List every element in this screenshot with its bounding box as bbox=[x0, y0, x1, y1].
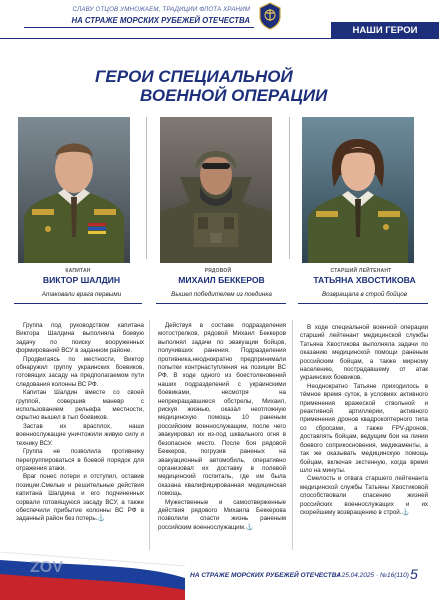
photo-divider bbox=[146, 117, 147, 259]
naval-emblem-icon bbox=[258, 2, 282, 30]
article-paragraph: Продвигаясь по местности, Виктор обнаружил группу украинских боевиков, готовящих засаду на предполагаемом пути следования колонны ВС РФ. bbox=[16, 355, 144, 388]
hero-feat: Возвращала в строй бойцов bbox=[321, 291, 408, 298]
section-tab: НАШИ ГЕРОИ bbox=[331, 22, 439, 39]
column-separator bbox=[292, 320, 293, 550]
hero-photo-3 bbox=[302, 117, 414, 263]
header-rule bbox=[24, 27, 254, 28]
hero-photo-1 bbox=[18, 117, 130, 263]
article-column-2 bbox=[158, 322, 286, 532]
page-title bbox=[95, 67, 365, 105]
article-paragraph: Капитан Шалдин вместе со своей группой, совершив маневр с использованием рельефа местности, скрытно вышел в тыл боевиков. bbox=[16, 389, 144, 422]
page-title-line2: ВОЕННОЙ ОПЕРАЦИИ bbox=[140, 86, 328, 105]
page-title-line1: ГЕРОИ СПЕЦИАЛЬНОЙ bbox=[95, 67, 293, 86]
header-newspaper-title: НА СТРАЖЕ МОРСКИХ РУБЕЖЕЙ ОТЕЧЕСТВА bbox=[71, 16, 250, 25]
page-number: 5 bbox=[410, 566, 418, 582]
article-paragraph: Действуя в составе подразделения мотострелков, рядовой Михаил Беккеров выполнял задачи по эвакуации бойцов, получивших ранения. Подразделения противника,неоднократно предпринимали попытки контрнаступления на позиции ВС РФ. В ходе одного из боестолкновений наших подразделений с украинскими боевиками, несмотря на непрекращавшиеся обстрелы, Михаил, рискуя жизнью, оказал неотложную медицинскую помощь 10 раненым российским военнослужащим, после чего эвакуировал их из-под шквального огня в безопасное место. После боя рядовой Беккеров, погрузив раненых на эвакуационный автомобиль, оперативно организовал их доставку в полевой медицинский госпиталь, где им была оказана квалифицированная медицинская помощь. bbox=[158, 322, 286, 498]
caption-rule bbox=[156, 303, 286, 304]
header-motto: СЛАВУ ОТЦОВ УМНОЖАЕМ, ТРАДИЦИИ ФЛОТА ХРАНИМ bbox=[72, 6, 250, 13]
article-column-1 bbox=[16, 322, 144, 524]
banner-text: ZOV bbox=[30, 559, 63, 576]
hero-photo-2 bbox=[160, 117, 272, 263]
hero-feat: Вышел победителем из поединка bbox=[171, 291, 272, 298]
footer-issue: / 25.04.2025 · №16(110) bbox=[338, 572, 409, 579]
photo-divider bbox=[289, 117, 290, 259]
article-paragraph: В ходе специальной военной операции старший лейтенант медицинской службы Татьяна Хвостикова выполняла задачи по оказанию медицинской помощи раненым российским бойцам, а также мирному населению, пострадавшему от атак украинских боевиков. bbox=[300, 324, 428, 382]
caption-rule bbox=[298, 303, 428, 304]
article-paragraph: Смелость и отвага старшего лейтенанта медицинской службы Татьяны Хвостиковой способствовали спасению жизней российских военнослужащих и их скорейшему возвращению в строй.⚓ bbox=[300, 475, 428, 516]
article-paragraph: Враг понес потери и отступил, оставив позиции.Смелые и решительные действия капитана Шалдина и его подчиненных сорвали готовящуюся засаду ВСУ, а также обеспечили прибытие колонны ВС РФ в заданный район без потерь.⚓ bbox=[16, 473, 144, 523]
hero-name: ТАТЬЯНА ХВОСТИКОВА bbox=[313, 275, 416, 285]
article-paragraph: Группа не позволила противнику перегруппироваться в боевой порядок для отражения атаки. bbox=[16, 448, 144, 472]
hero-rank: КАПИТАН bbox=[65, 268, 91, 274]
footer-newspaper-title: НА СТРАЖЕ МОРСКИХ РУБЕЖЕЙ ОТЕЧЕСТВА bbox=[190, 572, 341, 579]
hero-name: МИХАИЛ БЕККЕРОВ bbox=[178, 275, 265, 285]
column-separator bbox=[149, 320, 150, 550]
section-rule bbox=[0, 38, 439, 39]
article-paragraph: Группа под руководством капитана Виктора Шалдина выполняла боевую задачу по поиску вооруженных формирований ВСУ в заданном районе. bbox=[16, 322, 144, 355]
hero-feat: Атаковали врага первыми bbox=[41, 291, 122, 298]
hero-rank: СТАРШИЙ ЛЕЙТЕНАНТ bbox=[330, 268, 392, 274]
hero-name: ВИКТОР ШАЛДИН bbox=[42, 275, 121, 285]
caption-rule bbox=[14, 303, 142, 304]
article-column-3 bbox=[300, 324, 428, 517]
article-paragraph: Застав их врасплох, наши военнослужащие уничтожили живую силу и технику ВСУ. bbox=[16, 422, 144, 447]
article-paragraph: Неоднократно Татьяне приходилось в тёмное время суток, в условиях активного применения вражеской ствольной и реактивной артиллерии, активного применения дронов квадрокоптерного типа со сбросами, а также FPV-дронов, доставлять бойцам, ведущим бои на линии боевого соприкосновения, медикаменты, а так же оказывать медицинскую помощь бойцам, включая экстенную, когда время шло на минуты. bbox=[300, 382, 428, 474]
hero-rank: РЯДОВОЙ bbox=[204, 268, 232, 274]
article-paragraph: Мужественные и самоотверженные действия рядового Михаила Беккерова позволили спасти жизнь раненым российским военнослужащим.⚓ bbox=[158, 498, 286, 531]
